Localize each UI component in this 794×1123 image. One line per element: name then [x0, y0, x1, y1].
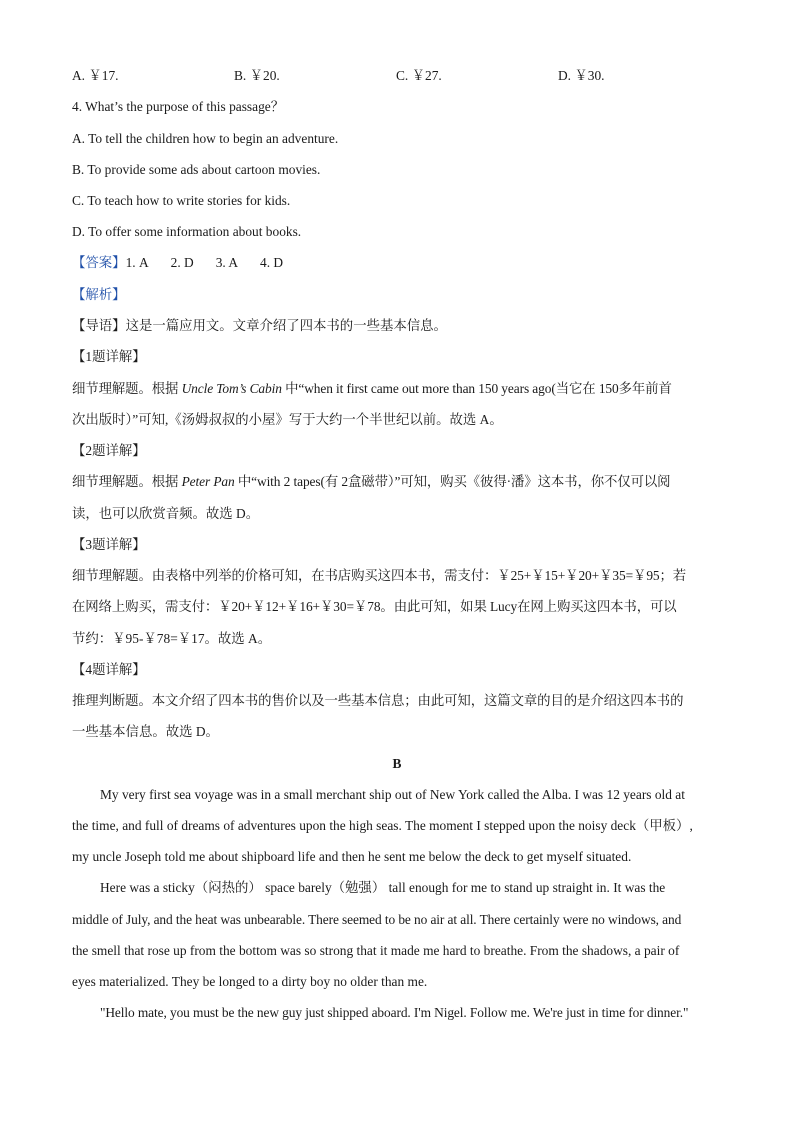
q4-option-b: B. To provide some ads about cartoon movies. [72, 162, 321, 177]
detail-4-line-1: 推理判断题。本文介绍了四本书的售价以及一些基本信息；由此可知，这篇文章的目的是介绍这四本书的 [72, 693, 684, 708]
q3-option-a: A. ￥17. [72, 68, 119, 83]
detail-2-line-1 [72, 473, 670, 491]
book-title: Uncle Tom’s Cabin [181, 381, 282, 396]
detail-3-line-3: 节约：￥95-￥78=￥17。故选 A。 [72, 631, 272, 646]
detail-text: 中“when it first came out more than 150 years ago(当它在 150多年前首 [285, 381, 672, 396]
q3-option-d: D. ￥30. [558, 68, 605, 83]
detail-3-heading: 【3题详解】 [72, 537, 146, 552]
section-heading: B [392, 756, 402, 771]
detail-1-heading: 【1题详解】 [72, 349, 146, 364]
passage-para2-line1: Here was a sticky（闷热的） space barely（勉强） tall enough for me to stand up straight in. It was the [100, 880, 666, 895]
answer-line [72, 254, 283, 272]
detail-4-heading: 【4题详解】 [72, 662, 146, 677]
intro-text: 这是一篇应用文。文章介绍了四本书的一些基本信息。 [125, 318, 447, 333]
intro-line [72, 317, 447, 335]
passage-para1-line2: the time, and full of dreams of adventures upon the high seas. The moment I stepped upon the noisy deck（甲板）, [72, 818, 693, 833]
q3-options [72, 67, 720, 85]
passage-para2-line2: middle of July, and the heat was unbearable. There seemed to be no air at all. There certainly were no windows, and [72, 912, 682, 927]
answer-item: 4. D [260, 255, 284, 270]
book-title: Peter Pan [181, 474, 235, 489]
detail-3-line-2: 在网络上购买，需支付：￥20+￥12+￥16+￥30=￥78。由此可知，如果 Lucy在网上购买这四本书，可以 [72, 599, 677, 614]
q4-option-a: A. To tell the children how to begin an adventure. [72, 131, 339, 146]
detail-2-line-2: 读，也可以欣赏音频。故选 D。 [72, 506, 260, 521]
passage-para1-line1: My very first sea voyage was in a small merchant ship out of New York called the Alba. I was 12 years old at [100, 787, 685, 802]
answer-item: 1. A [125, 255, 149, 270]
q4-stem: 4. What’s the purpose of this passage？ [72, 99, 285, 114]
passage-para2-line3: the smell that rose up from the bottom was so strong that it made me hard to breathe. From the shadows, a pair of [72, 943, 680, 958]
answer-item: 3. A [215, 255, 239, 270]
detail-3-line-1: 细节理解题。由表格中列举的价格可知，在书店购买这四本书，需支付：￥25+￥15+￥20+￥35=￥95；若 [72, 568, 687, 583]
passage-para1-line3: my uncle Joseph told me about shipboard life and then he sent me below the deck to get myself situated. [72, 849, 632, 864]
detail-1-line-1 [72, 380, 672, 398]
q3-option-c: C. ￥27. [396, 68, 442, 83]
passage-para3: "Hello mate, you must be the new guy just shipped aboard. I'm Nigel. Follow me. We're just in time for dinner." [100, 1005, 689, 1020]
answer-item: 2. D [170, 255, 194, 270]
analysis-label: 【解析】 [72, 287, 126, 302]
q4-option-d: D. To offer some information about books. [72, 224, 302, 239]
q4-option-c: C. To teach how to write stories for kids. [72, 193, 291, 208]
detail-text: 中“with 2 tapes(有 2盒磁带）”可知，购买《彼得·潘》这本书，你不仅可以阅 [237, 474, 671, 489]
q3-option-b: B. ￥20. [234, 68, 280, 83]
detail-2-heading: 【2题详解】 [72, 443, 146, 458]
detail-1-line-2: 次出版时）”可知,《汤姆叔叔的小屋》写于大约一个半世纪以前。故选 A。 [72, 412, 503, 427]
answer-label: 【答案】 [72, 255, 126, 270]
intro-label: 【导语】 [72, 318, 126, 333]
detail-text: 细节理解题。根据 [72, 381, 179, 396]
passage-para2-line4: eyes materialized. They be longed to a dirty boy no older than me. [72, 974, 428, 989]
detail-4-line-2: 一些基本信息。故选 D。 [72, 724, 219, 739]
detail-text: 细节理解题。根据 [72, 474, 179, 489]
